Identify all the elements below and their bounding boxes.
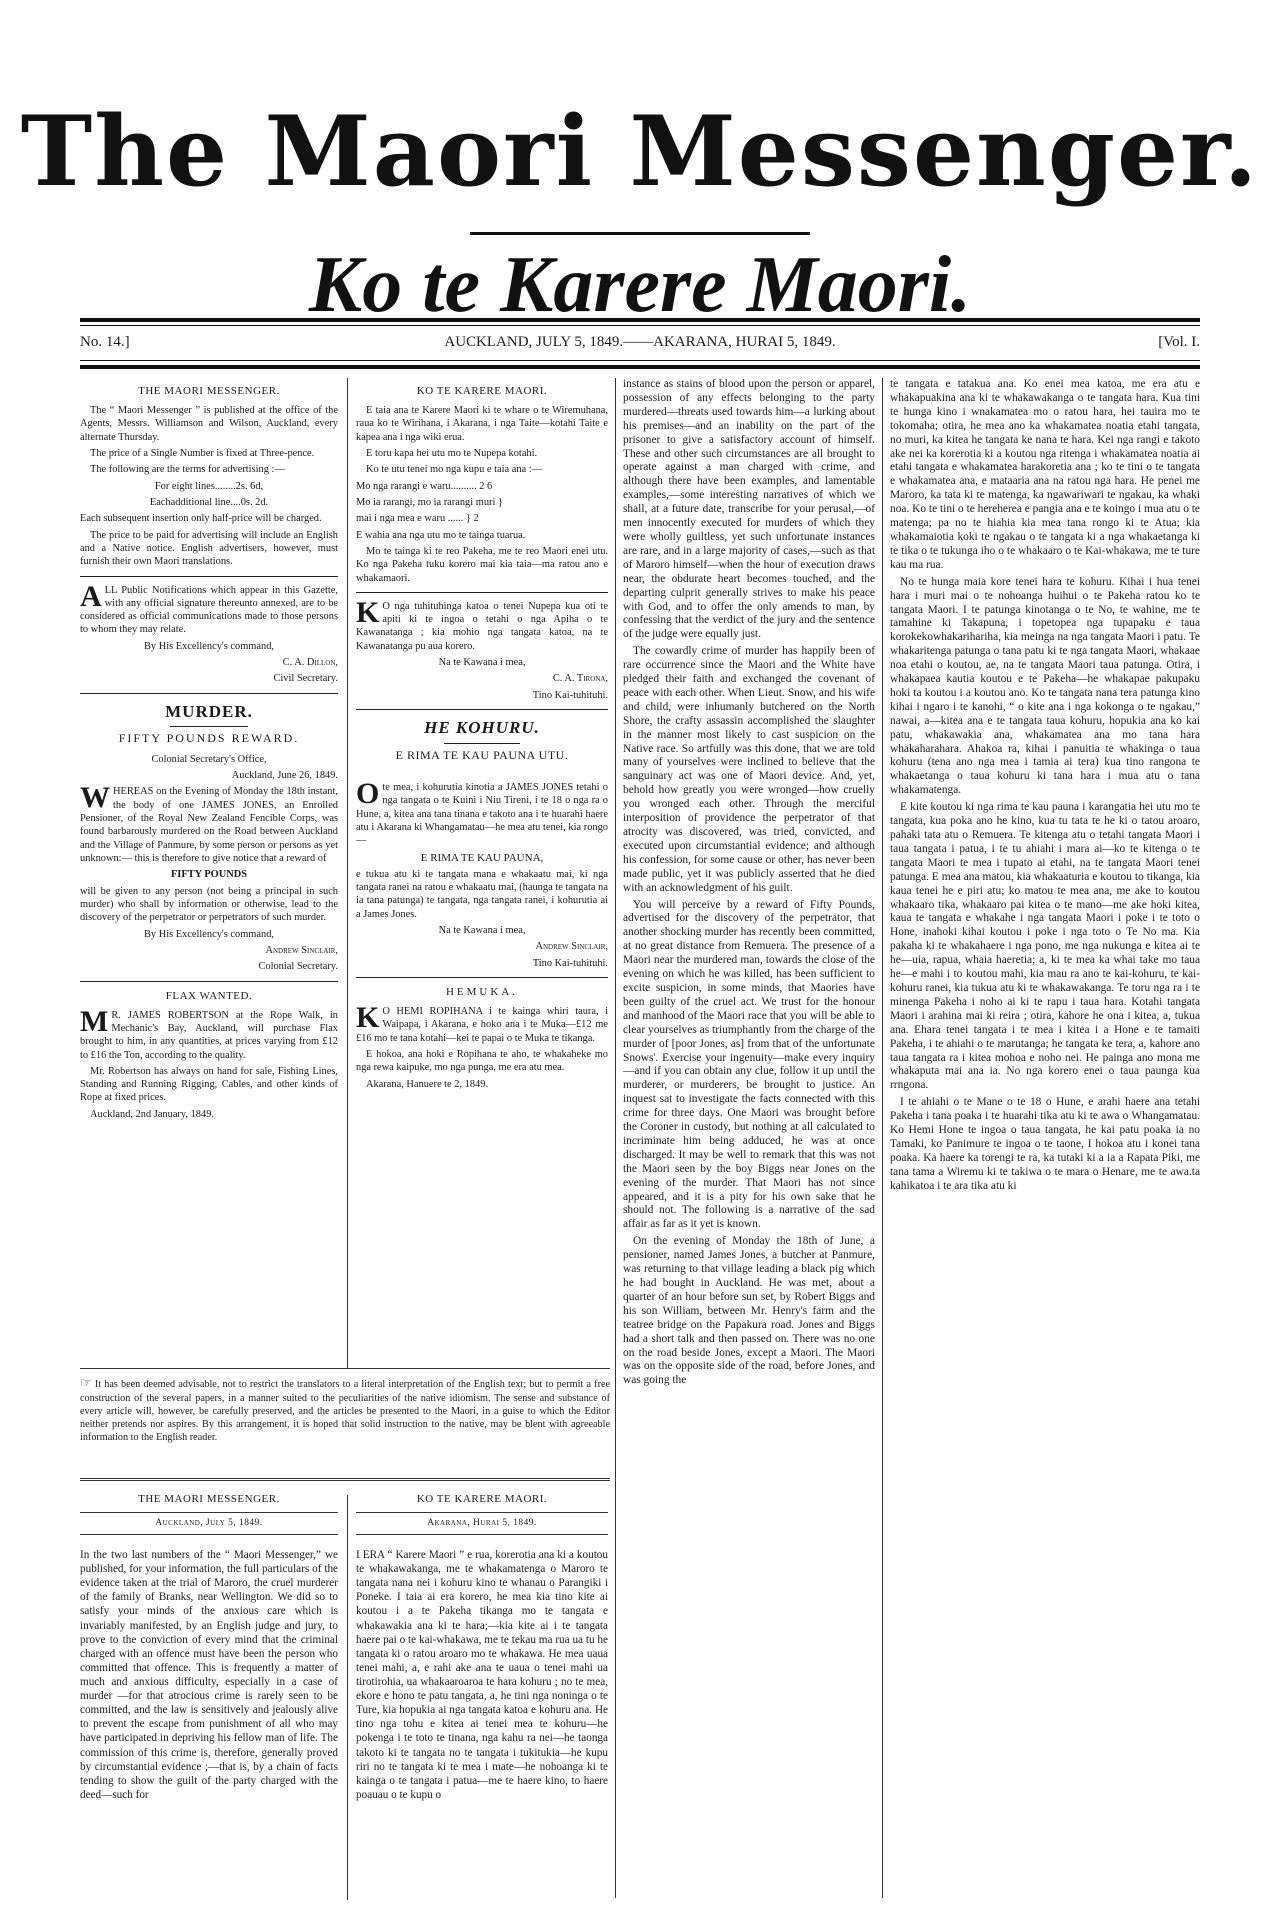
command-line: Na te Kawana i mea, — [438, 657, 526, 669]
terms-notice: The following are the terms for advertising :— — [90, 464, 285, 476]
masthead-rule-bottom — [80, 365, 1200, 369]
office-date: Auckland, June 26, 1849. — [231, 770, 338, 782]
command-line: By His Excellency's command, — [144, 640, 274, 652]
price-notice: The price of a Single Number is fixed at Three-pence. — [90, 448, 315, 460]
half-price-notice: Each subsequent insertion only half-price will be charged. — [80, 513, 322, 525]
masthead-subtitle: Ko te Karere Maori. — [308, 241, 972, 329]
section-rule — [80, 576, 338, 577]
column-editorial-english-cont — [623, 378, 875, 1391]
masthead-rule-top — [80, 318, 1200, 322]
reward-line: E RIMA TE KAU PAUNA, — [420, 851, 544, 864]
flax-advert-2: E hokoa, ana hoki e Ropihana te aho, te whakaheke mo nga rewa kaipuke, mo nga punga, me era atu mea. — [356, 1048, 608, 1074]
editorial-paragraph-3: E kite koutou ki nga rima te kau pauna i karangatia hei utu mo te tangata, kua poka ano he kino, kua tu tata te he ki o tatou aroaro, pahaki tata atu o Remuera. Te kitenga atu o tetahi tangata Maori i taua tangata i patua, i te tu ahiahi i mara ai—ko te kitenga o te tangata Maori te mea i tupato ai etahi, na te tangata Maori tenei patunga. E mea ana matou, kia whakaaturia e koutou to tikanga, kia kaua tenei he e piri atu; ko matou te mea ana, me ake to koutou whakaaro tika, whakaaro pai kitea o te mano—me ake hoki kitea, kaua te tangata e whakahe i nga tangata Maori i poke i te toto o Hone, inahoki kihai koutou i poke i nga toto o Te No ma. Kia pakaha ki te whakahaere i nga pono, me nga nukunga e kitea ai te he—uia, rapua, whaia haeretia; a, ki te mea ka whai take mo taua he—e mahi i to koutou mahi, kia mau ra ano te kai-kohuru, te kai-kohuru ranei, kia tukua atu ki te whakawakanga. Te toru nga ra i te minenga Pakeha i noho ai ki te rapu i taua hara. Kotahi tangata Maori i arahina mai ki reira ; otira, kahore he ona i kitea, a, tukua ana. Ehara tenei tangata i te mea i kitea i a Hone e te tamaiti Pakeha, i te ahiahi o te marutanga; he tangata ke tera, a, kahore ano taua tangata ra i kitea mohoa e noho nei. He painga ano mona me whakaputa mai ana ia. No nga korero enei o taua paunga kua rrngona. — [890, 801, 1200, 1092]
section-rule — [80, 693, 338, 694]
signature-dillon: C. A. Dillon, — [282, 657, 338, 669]
editorial-title: KO TE KARERE MAORI. — [416, 1493, 548, 1505]
short-rule — [170, 726, 247, 727]
rate-eight-lines: For eight lines........2s. 6d, — [154, 480, 264, 492]
signature-sinclair: Andrew Sinclair, — [265, 944, 338, 956]
editorial-rule — [356, 1534, 608, 1535]
editorial-maori-text: I ERA “ Karere Maori ” e rua, korerotia ana ki a koutou te whakawakanga, me te whakamatenga o Maroro te tangata nana nei i kohuru kino te whanau o Parangiki i Poneke. I taia ai era korero, he mea kia tino kite ai koutou i a te Pakeha tikanga mo te tangata e whakawakia ana ki te hara;—kia kite ai i te tangata haere pai o te kai-whakawa, me te tekau ma rua ua tu he tangata ki o ratou aroaro mo te whakawa. He mea uaua tenei mahi, a, e rahi ake ana te uaua o tenei mahi ua tirotirohia, ua whakaaroaroa te hara kohuru ; no te mea, ekore e hono te patu tangata, a, he tini nga noninga o te Ture, kia hopukia ai nga tangata katoa e kohuru ana. He tino nga tohu e kitea ai tenei mea te kohuru—he pokenga i te toto te tinana, nga kahu ra nei—he taonga takoto ki te tangata no te tangata i tukitukia—he kupu riri no te tangata ki te mea i mate—he nohoanga ki te kainga o te tangata i patua—me te haere kino, to haere poauau o te kupu o — [356, 1549, 608, 1801]
editorial-rule — [356, 1512, 608, 1513]
column-rule-3 — [882, 378, 883, 1898]
flax-advert-date: Akarana, Hanuere te 2, 1849. — [366, 1078, 489, 1090]
dateline — [80, 334, 1200, 360]
short-rule — [444, 743, 520, 744]
fifty-pounds: FIFTY POUNDS — [170, 869, 248, 881]
notice-rule-top — [80, 1368, 610, 1369]
murder-heading: HE KOHURU. — [424, 718, 540, 738]
reward-heading: E RIMA TE KAU PAUNA UTU. — [395, 747, 569, 762]
column-heading: THE MAORI MESSENGER. — [138, 385, 280, 397]
volume-number: [Vol. I. — [1158, 334, 1200, 350]
command-line-2: Na te Kawana i mea, — [438, 925, 526, 937]
flax-heading: FLAX WANTED. — [165, 989, 253, 1002]
editorial-paragraph-3: You will perceive by a reward of Fifty Pounds, advertised for the discovery of the perpetrator, that another shocking murder has recently been committed, at no great distance from Remuera. The presence of a Maori near the murdered man, towards the close of the evening on which he was killed, has been sufficient to excite suspicion, in some minds, that Maories have been guilty of the cruel act. We trust for the honour and manhood of the Maori race that you will be able to clear yourselves as triumphantly from the charge of the murder of [poor Jones, as] from that of the unfortunate Snows'. Exercise your ingenuity—make every inquiry—and if you can obtain any clue, follow it up until the murderer, or murderers, be brought to justice. An inquest sat to investigate the facts connected with this crime for three days. One Maori was brought before the Coroner in custody, but nothing at all calculated to incriminate him being adduced, he was at once discharged. It may be well to remark that this was not the Maori seen by the boy Biggs near Jones on the evening of the murder. That Maori has not since appeared, and it is a pity for his own sake that he should not. The following is a narrative of the sad affair as far as it yet is known. — [623, 898, 875, 1231]
flax-advert: MR. JAMES ROBERTSON at the Rope Walk, in Mechanic's Bay, Auckland, will purchase Flax brought to him, in any quantities, at prices varying from £12 to £16 the Ton, according to the quality. — [80, 1004, 338, 1061]
column-english-notices — [80, 380, 338, 1124]
flax-advert: KO HEMI ROPIHANA i te kainga whiri taura, i Waipapa, i Akarana, e hoko ana i te Muka—£12 me £16 mo te tana kotahi—kei te papai o te Muka te tikanga. — [356, 1001, 608, 1044]
flax-advert-date: Auckland, 2nd January, 1849. — [90, 1108, 214, 1120]
masthead-rule-top-thin — [80, 325, 1200, 326]
editorial-paragraph-1: instance as stains of blood upon the person or apparel, possession of any effects belonging to the party murdered—threats used towards him—a lurking about his premises—and an inability on the part of the prisoner to give a satisfactory account of himself. These and other such circumstances are all brought to operate against a man charged with crime, and although there have been examples, and lamentable examples,—some interesting narratives of which we shall, at a future date, transcribe for your perusal,—of men innocently executed for murders of which they were wholly guiltless, yet such unfortunate instances are rare, and in a large majority of cases,—such as that of Maroro himself—when the hour of execution draws near, the obdurate heart becomes touched, and the departing culprit generally strives to make his peace with God, and to offer the only amends to man, by confessing that the verdict of the jury and the sentence of the judge were equally just. — [623, 378, 875, 641]
translators-notice-text: It has been deemed advisable, not to restrict the translators to a literal interpretation of the English text; but to permit a free construction of the several papers, in a manner suited to the peculiarities of the native idiomism. The sense and substance of every article will, however, be carefully preserved, and the articles be presented to the Maori, in a guise to which the Editor neither pretends nor aspires. By this arrangement, it is hoped that solid instruction to the native, may be blent with agreeable information to the English reader. — [80, 1379, 611, 1443]
rate-additional-2: mai i nga mea e waru ...... } 2 — [356, 513, 479, 525]
section-rule — [356, 592, 608, 593]
notice-rule-bottom — [80, 1478, 610, 1481]
editorial-english — [80, 1548, 338, 1805]
half-price-notice: E wahia ana nga utu mo te tainga tuarua. — [356, 529, 526, 541]
signature-sinclair-title: Tino Kai-tuhituhi. — [532, 957, 608, 969]
section-rule — [80, 981, 338, 982]
reward-heading: FIFTY POUNDS REWARD. — [118, 731, 300, 746]
public-notifications: KO nga tuhituhinga katoa o tenei Nupepa kua oti te apiti ki te ingoa o tetahi o nga Apiha o te Kawanatanga ; kia mohio nga tangata katoa, na te Kawanatanga pu aua korero. — [356, 595, 608, 652]
murder-heading: MURDER. — [165, 701, 253, 721]
editorial-paragraph-2: No te hunga maia kore tenei hara te kohuru. Kihai i hua tenei hara i muri mai o te nohoanga huihui o te Pakeha ratou ko te tangata Maori. I te patunga kinotanga o te No, te wahine, me te tamahine ki Takapuna, i topetopea nga tupapaku e taua korokekowhakarihariha, kia meinga na nga tangata Maori i patu. Te whakaritenga patunga o tana patu ki te nga tangata Maori, whakaae noa etahi o koutou, ae, na te tangata Maori taua patunga. Otira, i whakapaea kautia koutou e te Pakeha—he whakapae pakupaku hoki ta koutou i a koutou ano. Ko te tangata nana tera patunga kino kihai i ngaro i te kanohi, “ o kite ana i nga kokonga o te ngakau,” nawai, a—kitea ana e te tangata taua kohuru, hopukia ana ko kai patu, whakawakia ana, whakamatea ana mo tana hara whakaharahara. Ahakoa ra, kihai i panuitia te whakinga o taua kohuru (tena ano nga mea i tamia ai tera) kua tino rangona te whakaetanga o taua kohuru ki tana hara i mua atu o tana whakamatenga. — [890, 575, 1200, 797]
publication-notice: E taia ana te Karere Maori ki te whare o te Wiremuhana, raua ko te Wirihana, i Akarana, i nga Taite—kotahi Taite e kapea ana i nga wiki erua. — [356, 405, 608, 443]
terms-notice: Ko te utu tenei mo nga kupu e taia ana :— — [366, 464, 543, 476]
editorial-paragraph-2: The cowardly crime of murder has happily been of rare occurrence since the Maori and the White have pledged their faith and exchanged the covenant of peace with each other. When Lieut. Snow, and his wife and child, were inhumanly butchered on the North Shore, the crafty assassin accomplished the slaughter in the manner most likely to cast suspicion on the Native race. So artfully was this done, that we are told many of yourselves were inclined to believe that the sanguinary act was one of Maori device. And, yet, behold how greatly you were wronged—how cruelly you wronged each other. Through the merciful interposition of providence the perpetrator of that atrocity was discovered, was tried, convicted, and executed upon circumstantial evidence; and although his confession, for some cause or other, has never been made public, yet it was publicly asserted that he died with an acknowledgment of his guilt. — [623, 645, 875, 894]
rate-additional: Mo ia rarangi, mo ia rarangi muri } — [356, 496, 503, 508]
editorial-paragraph-1: te tangata e tatakua ana. Ko enei mea katoa, me era atu e whakapuakina ana ki te whakawakanga o te tangata hara. Kua tini te hunga kino i wnakamatea mo o ratou hara, hei tauira mo te tokomaha; otira, he mea ano ka whakamatea noatia etahi tangata, no muri, ka kitea he tangata ke nana te hara. Kei nga rangi e takoto ake nei ka korerotia ki a koutou nga ritenga i whakamatea noatia ai etahi tangata e whakamatea harakoretia ana ; ko te tini o te tangata e whakamatea ana, e mataaria ana na ratou nga hara. He penei me Maroro, ka tata ki te matenga, ka ngawariwari te ngakau, ka whaki noa. Ko te tini o te hereherea e pangia ana e te koingo i mua atu o te matenga; pa no te hiahia kia mea tana rongo ki te Atua; kia whakamaiotia koki te ngakau o te tangata ki a nga whakaetanga ki te tika o te tukunga iho o te whakaaro o te Kai-whakawa, me te ture kau ma rua. — [890, 378, 1200, 571]
editorial-masthead-maori — [356, 1492, 608, 1535]
column-rule-2 — [615, 378, 616, 1898]
editorial-date: Akarana, Hurai 5, 1849. — [427, 1518, 537, 1529]
editorial-rule — [80, 1512, 338, 1513]
office-line: Colonial Secretary's Office, — [151, 753, 267, 765]
translation-notice: The price to be paid for advertising will include an English and a Native notice. English advertisers, however, must furnish their own Maori translations. — [80, 529, 338, 568]
whereas-text: WHEREAS on the Evening of Monday the 18th instant, the body of one JAMES JONES, an Enrolled Pensioner, of the Royal New Zealand Fencible Corps, was found barbarously murdered on the Road between Auckland and the Village of Panmure, by some person or persons as yet unknown:— this is therefore to give notice that a reward of — [80, 781, 338, 864]
translation-notice: Mo te tainga ki te reo Pakeha, me te reo Maori enei utu. Ko nga Pakeha tuku korero mai kia taia—ma ratou ano e whakamaori. — [356, 545, 608, 584]
section-rule — [356, 977, 608, 978]
masthead-title: The Maori Messenger. — [20, 95, 1260, 208]
editorial-maori — [356, 1548, 608, 1805]
column-rule-1 — [347, 378, 348, 1368]
publication-notice: The “ Maori Messenger ” is published at the office of the Agents, Messrs. Williamson and Wilson, Auckland, every alternate Thursday. — [80, 405, 338, 443]
column-rule-4 — [347, 1495, 348, 1900]
public-notifications: ALL Public Notifications which appear in this Gazette, with any official signature thereunto annexed, are to be considered as official communications made to those persons to whom they may relate. — [80, 579, 338, 636]
editorial-paragraph-4: I te ahiahi o te Mane o te 18 o Hune, e arahi haere ana tetahi Pakeha i tana poaka i te huarahi tika atu ki te awa o Whangamatau. Ko Hemi Hone te ingoa o taua tangata, he kai patu poaka ia no Tamaki, ko Panimure te ingoa o te taone, I hokoa atu i konei tana poaka. Ka haere ka torengi te ra, ka tutaki ki a ia a Rapata Piki, me tana tama a Wiremu ki te takiwa o te mara o Henare, me te awa.ta kahikatoa i te ara tika atu ki — [890, 1096, 1200, 1192]
pointing-hand-icon: ☞ — [80, 1375, 92, 1390]
title-rule — [470, 232, 810, 235]
editorial-date: Auckland, July 5, 1849. — [155, 1518, 263, 1529]
editorial-english-text: In the two last numbers of the “ Maori Messenger,” we published, for your information, the full particulars of the evidence taken at the trial of Maroro, the cruel murderer of the family of Branks, near Wellington. We did so to satisfy your minds of the anxious care which is invariably manifested, by an English judge and jury, to prove to the conviction of every mind that the criminal charged with an offence must have been the person who committed that offence. This is frequently a matter of much and anxious difficulty, especially in a case of murder —for that atrocious crime is rarely seen to be committed, and the law is sensitively and jealously alive to prevent the escape from punishment of all who may have participated in depriving his fellow man of life. The commission of this crime is, therefore, generally proved by circumstantial evidence ;—that is, by a chain of facts tending to show the guilt of the party charged with the deed—such for — [80, 1549, 338, 1801]
dateline-text: AUCKLAND, JULY 5, 1849.——AKARANA, HURAI 5, 1849. — [444, 334, 836, 350]
rate-additional: Eachadditional line....0s. 2d. — [149, 496, 269, 508]
signature-tirona: C. A. Tirona, — [552, 673, 608, 685]
price-notice: E toru kapa hei utu mo te Nupepa kotahi. — [366, 448, 538, 460]
flax-advert-2: Mr. Robertson has always on hand for sale, Fishing Lines, Standing and Running Rigging, Cables, and other kinds of Rope at fixed prices. — [80, 1065, 338, 1104]
section-rule — [356, 709, 608, 710]
editorial-masthead-english — [80, 1492, 338, 1535]
command-line-2: By His Excellency's command, — [144, 928, 274, 940]
rate-eight-lines: Mo nga rarangi e waru.......... 2 6 — [356, 480, 493, 492]
column-heading: KO TE KARERE MAORI. — [416, 385, 548, 397]
reward-conditions: e tukua atu ki te tangata mana e whakaatu mai, ki nga tangata ranei na ratou e whakaatu mai, (haunga te tangata na ia tana patunga) te tangata, nga tangata ranei, i kohurutia ai a James Jones. — [356, 868, 608, 920]
editorial-rule — [80, 1534, 338, 1535]
masthead-rule-bottom-thin — [80, 360, 1200, 361]
column-editorial-maori-cont — [890, 378, 1200, 1197]
reward-conditions: will be given to any person (not being a principal in such murder) who shall by information or otherwise, lead to the discovery of the perpetrator or perpetrators of such murder. — [80, 885, 338, 924]
issue-number: No. 14.] — [80, 334, 130, 350]
editorial-title: THE MAORI MESSENGER. — [138, 1493, 280, 1505]
column-maori-notices — [356, 380, 608, 1094]
ote-text: Ote mea, i kohurutia kinotia a JAMES JONES tetahi o nga tangata o te Kuini i Niu Tireni, i te 18 o nga ra o Hune, a, kitea ana tana tinana e takoto ana i te huarahi haere atu i Akarana ki Whangamatau—he mea atu tenei, kia rongo— — [356, 777, 608, 847]
translators-notice — [80, 1375, 610, 1444]
signature-sinclair-title: Colonial Secretary. — [258, 961, 338, 973]
signature-sinclair: Andrew Sinclair, — [535, 941, 608, 953]
editorial-paragraph-4: On the evening of Monday the 18th of June, a pensioner, named James Jones, a butcher at Panmure, was returning to that village leading a black pig which he had bought in Auckland. He was met, about a quarter of an hour before sun set, by Robert Biggs and his son William, between Mr. Henry's farm and the teatree bridge on the Papakura road. Jones and Biggs had a short talk and then passed on. There was no one on the road beside Jones, except a Maori. The Maori was on the opposite side of the road, before Jones, and was going the — [623, 1235, 875, 1387]
signature-dillon-title: Civil Secretary. — [273, 673, 338, 685]
signature-tirona-title: Tino Kai-tuhituhi. — [532, 689, 608, 701]
flax-heading: HEMUKA. — [445, 985, 519, 998]
